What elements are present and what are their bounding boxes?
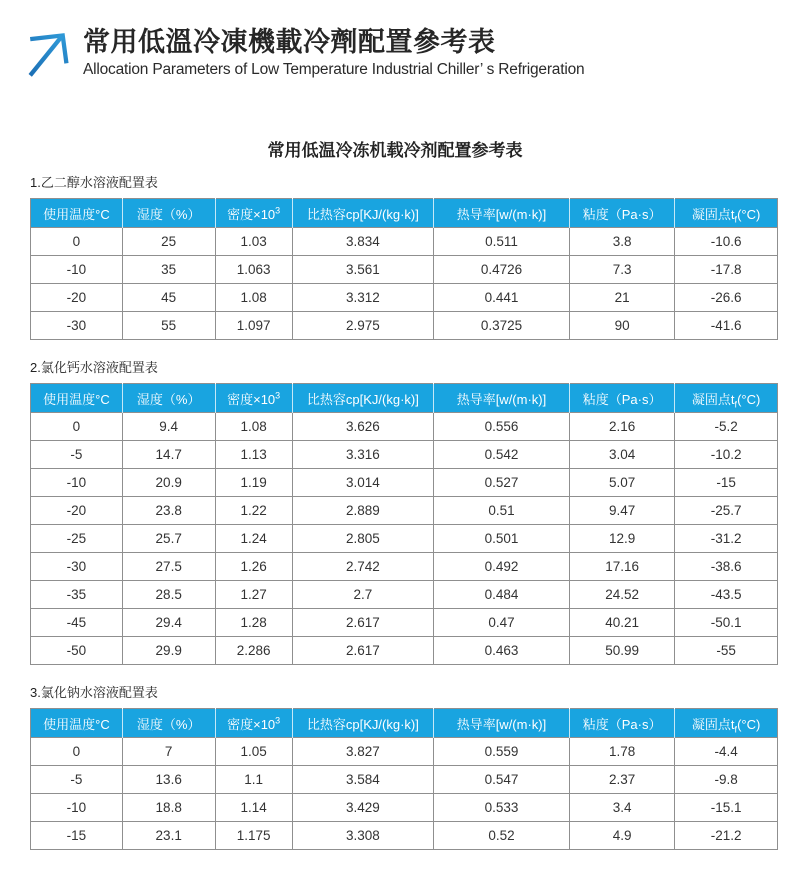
table-cell: 1.27 [215,581,292,609]
table-cell: 23.1 [122,822,215,850]
table-cell: 18.8 [122,794,215,822]
table-row [31,637,778,665]
table-cell: 3.4 [569,794,674,822]
table-cell: 1.24 [215,525,292,553]
table-cell: 20.9 [122,469,215,497]
table-header-cell: 使用温度°C [31,199,123,228]
table-cell: 3.308 [292,822,433,850]
table-cell: 21 [569,284,674,312]
table-cell: -50.1 [675,609,778,637]
section-label: 1.乙二醇水溶液配置表 [30,175,158,190]
table-cell: 24.52 [569,581,674,609]
table-cell: -35 [31,581,123,609]
tables-container [30,172,778,850]
table-row [31,794,778,822]
table-cell: 0.547 [433,766,569,794]
table-cell: 1.063 [215,256,292,284]
table-cell: 0.511 [433,228,569,256]
table-header-row [31,384,778,413]
table-cell: 90 [569,312,674,340]
table-cell: 2.742 [292,553,433,581]
table-cell: 25.7 [122,525,215,553]
table-cell: 0.441 [433,284,569,312]
table-header-cell: 使用温度°C [31,384,123,413]
table-cell: 7 [122,738,215,766]
table-cell: -5 [31,441,123,469]
table-cell: 0.3725 [433,312,569,340]
table-header-cell: 使用温度°C [31,709,123,738]
table-cell: 7.3 [569,256,674,284]
table-cell: 0.527 [433,469,569,497]
table-cell: 3.316 [292,441,433,469]
table-cell: -4.4 [675,738,778,766]
table-cell: 29.4 [122,609,215,637]
table-cell: 3.834 [292,228,433,256]
table-header-cell: 湿度（%） [122,384,215,413]
table-cell: 0.463 [433,637,569,665]
table-cell: 3.626 [292,413,433,441]
table-cell: -17.8 [675,256,778,284]
table-cell: 2.975 [292,312,433,340]
table-header-cell: 湿度（%） [122,199,215,228]
data-table [30,383,778,665]
table-cell: 4.9 [569,822,674,850]
table-row [31,256,778,284]
table-cell: -10.6 [675,228,778,256]
table-row [31,497,778,525]
table-cell: 40.21 [569,609,674,637]
table-header-cell: 密度$\times 10^3$ [215,199,292,228]
table-cell: 3.8 [569,228,674,256]
table-cell: 1.08 [215,413,292,441]
table-cell: 1.26 [215,553,292,581]
page-subtitle: Allocation Parameters of Low Temperature Industrial Chiller’ s Refrigeration [83,61,585,79]
table-cell: 0 [31,413,123,441]
table-cell: 1.05 [215,738,292,766]
table-cell: 45 [122,284,215,312]
table-cell: -15.1 [675,794,778,822]
table-cell: -25.7 [675,497,778,525]
data-table [30,198,778,340]
table-cell: -26.6 [675,284,778,312]
table-row [31,525,778,553]
table-cell: 3.827 [292,738,433,766]
table-cell: 0.559 [433,738,569,766]
table-header-cell: 热导率[w/(m·k)] [433,199,569,228]
table-cell: -41.6 [675,312,778,340]
table-cell: -10 [31,794,123,822]
table-header-cell: 热导率[w/(m·k)] [433,384,569,413]
table-row [31,766,778,794]
table-cell: -15 [675,469,778,497]
table-header-cell: 粘度（Pa·s） [569,199,674,228]
table-header-cell: 凝固点$t_f(^\circ C)$ [675,384,778,413]
table-cell: 1.28 [215,609,292,637]
table-cell: 3.312 [292,284,433,312]
table-cell: -50 [31,637,123,665]
table-row [31,581,778,609]
table-cell: 2.889 [292,497,433,525]
table-row [31,822,778,850]
table-cell: 9.4 [122,413,215,441]
table-cell: 0.4726 [433,256,569,284]
table-cell: 0.484 [433,581,569,609]
table-cell: 3.429 [292,794,433,822]
table-cell: 2.617 [292,637,433,665]
table-cell: 25 [122,228,215,256]
table-header-row [31,709,778,738]
table-cell: 1.22 [215,497,292,525]
table-cell: -10 [31,256,123,284]
table-cell: -43.5 [675,581,778,609]
table-cell: 1.78 [569,738,674,766]
table-header-cell: 密度$\times 10^3$ [215,384,292,413]
table-cell: -45 [31,609,123,637]
table-header-cell: 比热容cp[KJ/(kg·k)] [292,709,433,738]
table-row [31,228,778,256]
table-cell: 27.5 [122,553,215,581]
table-header-cell: 凝固点$t_f(^\circ C)$ [675,709,778,738]
table-cell: 14.7 [122,441,215,469]
table-cell: 1.175 [215,822,292,850]
table-cell: 3.561 [292,256,433,284]
table-row [31,553,778,581]
table-cell: -10 [31,469,123,497]
table-cell: 55 [122,312,215,340]
table-cell: 1.19 [215,469,292,497]
table-cell: -21.2 [675,822,778,850]
table-header-cell: 比热容cp[KJ/(kg·k)] [292,199,433,228]
table-cell: 23.8 [122,497,215,525]
table-cell: 1.13 [215,441,292,469]
table-cell: 1.08 [215,284,292,312]
table-cell: 29.9 [122,637,215,665]
table-header-cell: 凝固点$t_f(^\circ C)$ [675,199,778,228]
table-cell: -10.2 [675,441,778,469]
table-cell: 1.14 [215,794,292,822]
table-cell: 0.533 [433,794,569,822]
data-table [30,708,778,850]
table-row [31,441,778,469]
table-cell: 9.47 [569,497,674,525]
table-cell: -30 [31,553,123,581]
table-header-cell: 比热容cp[KJ/(kg·k)] [292,384,433,413]
table-cell: 1.1 [215,766,292,794]
table-cell: 2.7 [292,581,433,609]
table-cell: 0.51 [433,497,569,525]
table-header-cell: 密度$\times 10^3$ [215,709,292,738]
table-cell: -20 [31,284,123,312]
page-header [0,0,790,82]
table-cell: 2.805 [292,525,433,553]
table-cell: -38.6 [675,553,778,581]
table-cell: -55 [675,637,778,665]
table-cell: 0.492 [433,553,569,581]
table-cell: 35 [122,256,215,284]
table-cell: 12.9 [569,525,674,553]
table-cell: 2.286 [215,637,292,665]
table-cell: 3.04 [569,441,674,469]
table-cell: 0 [31,738,123,766]
table-cell: -15 [31,822,123,850]
table-cell: 2.37 [569,766,674,794]
table-cell: -25 [31,525,123,553]
table-row [31,312,778,340]
table-cell: 1.03 [215,228,292,256]
table-cell: 0.542 [433,441,569,469]
table-cell: -20 [31,497,123,525]
table-row [31,284,778,312]
table-cell: 2.16 [569,413,674,441]
title-block [83,26,584,79]
table-cell: 13.6 [122,766,215,794]
table-cell: 0.556 [433,413,569,441]
table-cell: 2.617 [292,609,433,637]
table-cell: -30 [31,312,123,340]
table-cell: 50.99 [569,637,674,665]
table-cell: 17.16 [569,553,674,581]
table-row [31,469,778,497]
table-cell: 1.097 [215,312,292,340]
table-cell: -31.2 [675,525,778,553]
table-header-cell: 粘度（Pa·s） [569,709,674,738]
section-label: 2.氯化钙水溶液配置表 [30,360,158,375]
table-cell: 0 [31,228,123,256]
table-cell: 0.52 [433,822,569,850]
table-cell: 3.584 [292,766,433,794]
table-row [31,609,778,637]
table-header-row [31,199,778,228]
section-label: 3.氯化钠水溶液配置表 [30,685,158,700]
page-title: 常用低溫冷凍機載冷劑配置參考表 [83,27,496,57]
table-cell: -5.2 [675,413,778,441]
table-header-cell: 粘度（Pa·s） [569,384,674,413]
arrow-up-right-icon [20,26,72,82]
table-cell: 0.47 [433,609,569,637]
table-cell: -9.8 [675,766,778,794]
document-title: 常用低温冷冻机载冷剂配置参考表 [267,141,523,160]
table-row [31,413,778,441]
table-cell: 0.501 [433,525,569,553]
table-header-cell: 热导率[w/(m·k)] [433,709,569,738]
table-header-cell: 湿度（%） [122,709,215,738]
table-cell: 5.07 [569,469,674,497]
table-cell: 3.014 [292,469,433,497]
table-cell: -5 [31,766,123,794]
table-row [31,738,778,766]
table-cell: 28.5 [122,581,215,609]
